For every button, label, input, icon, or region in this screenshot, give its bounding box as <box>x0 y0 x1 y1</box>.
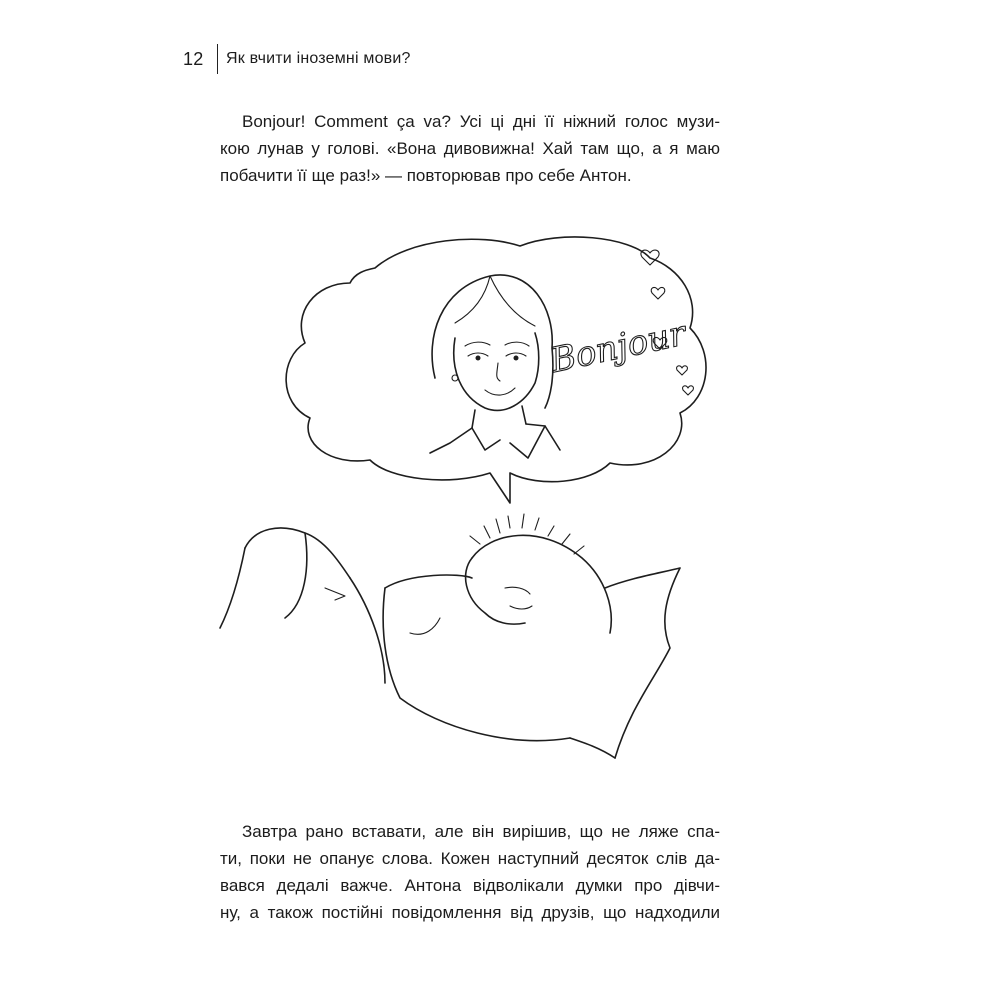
woman-portrait-icon <box>430 275 560 458</box>
bonjour-lettering: Bonjour <box>547 313 690 382</box>
paragraph-line: ну, а також постійні повідомлення від друзів, що надходили <box>220 903 720 922</box>
paragraph-bottom <box>220 818 720 926</box>
sleeping-man-icon <box>220 514 680 758</box>
paragraph-line: побачити її ще раз!» — повторював про себе Антон. <box>220 166 632 185</box>
header-divider <box>217 44 218 74</box>
page-number: 12 <box>183 48 204 69</box>
paragraph-line: вався дедалі важче. Антона відволікали думки про дівчи- <box>220 876 720 895</box>
paragraph-line: кою лунав у голові. «Вона дивовижна! Хай там що, а я маю <box>220 139 720 158</box>
illustration <box>210 228 730 788</box>
paragraph-line: Bonjour! Comment ça va? Усі ці дні її ніжний голос музи- <box>242 112 720 131</box>
paragraph-line: Завтра рано вставати, але він вирішив, що не ляже спа- <box>242 822 720 841</box>
thought-bubble-icon <box>286 237 706 503</box>
running-head <box>183 44 411 74</box>
paragraph-line: ти, поки не опанує слова. Кожен наступний десяток слів да- <box>220 849 720 868</box>
chapter-title: Як вчити іноземні мови? <box>226 50 411 67</box>
illustration-drawing <box>210 228 730 788</box>
paragraph-top <box>220 108 720 189</box>
